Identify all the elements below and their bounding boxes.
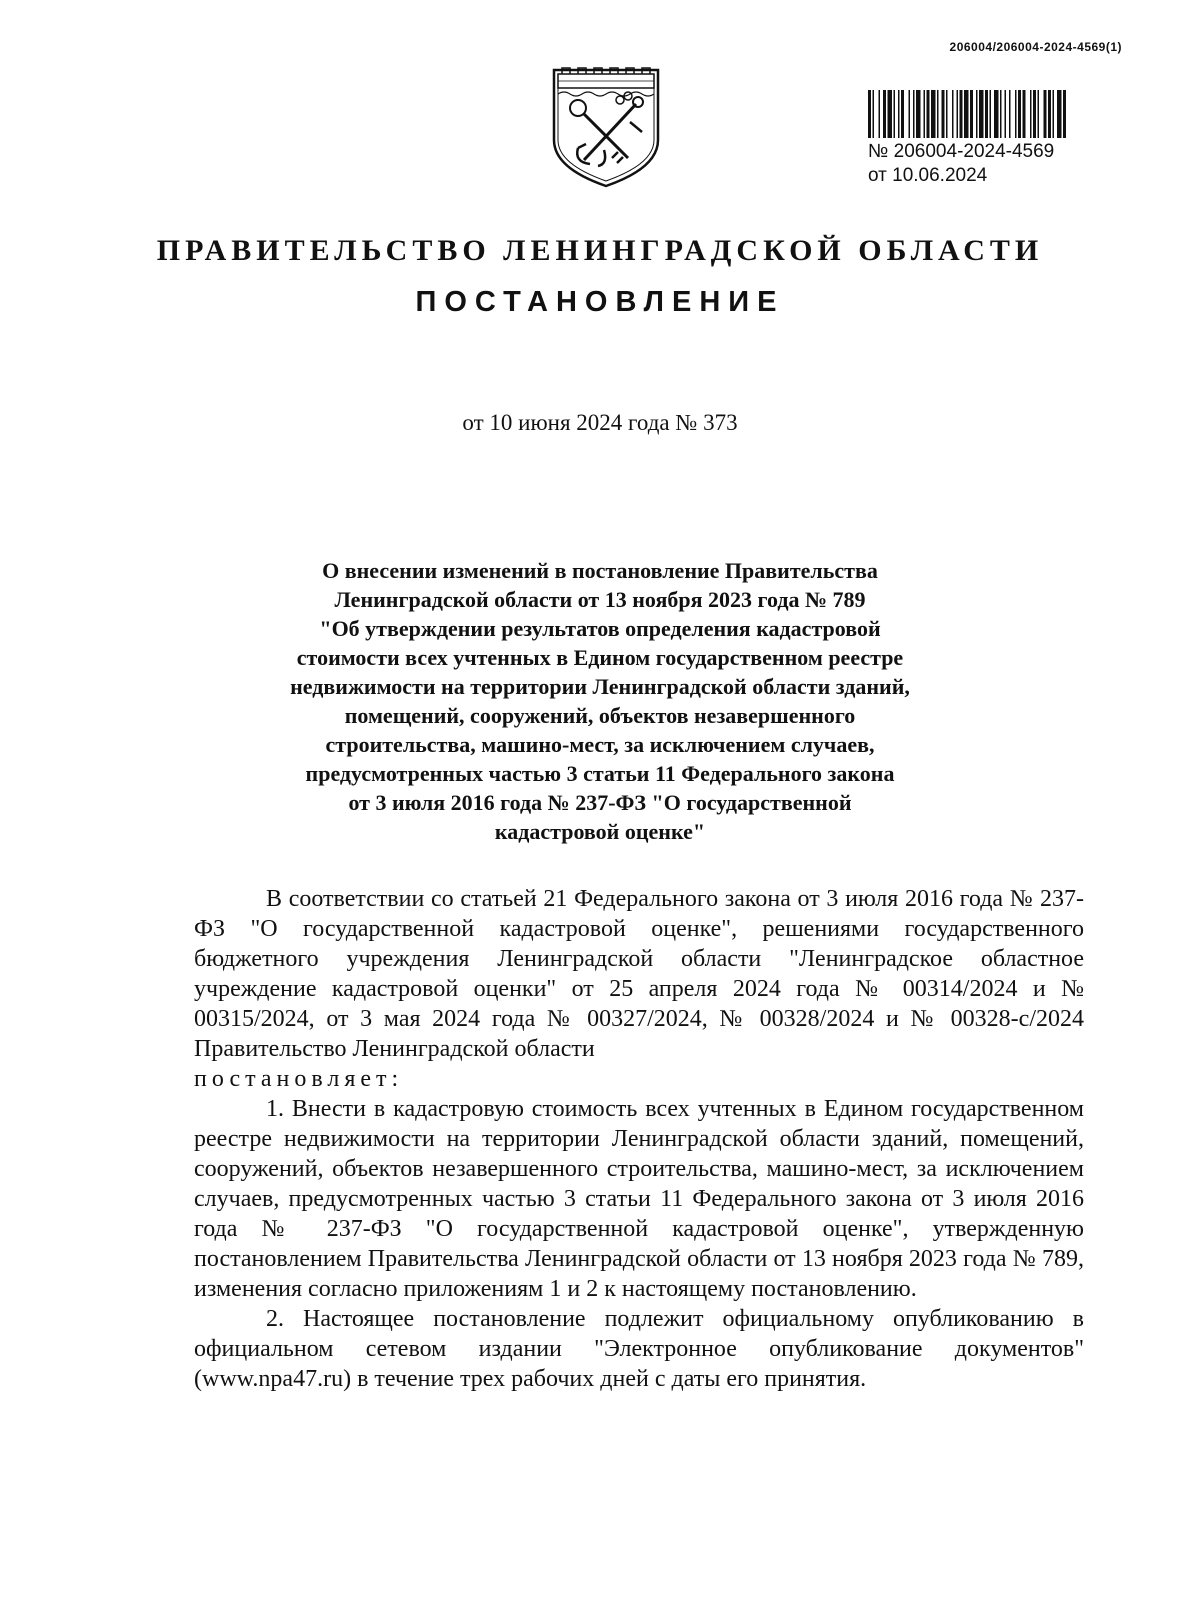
barcode-bar (985, 90, 988, 138)
document-type: ПОСТАНОВЛЕНИЕ (415, 286, 785, 318)
barcode-bar (898, 90, 900, 138)
barcode-bar (924, 90, 926, 138)
barcode-bar (1048, 90, 1051, 138)
barcode-bar (1005, 90, 1007, 138)
subject-line: кадастровой оценке" (494, 819, 706, 844)
barcode-bar (970, 90, 973, 138)
barcode-bar (946, 90, 948, 138)
barcode-bar (937, 90, 939, 138)
document-body (194, 884, 1084, 1394)
subject-line: строительства, машино-мест, за исключением случаев, (325, 732, 875, 757)
barcode-bar (942, 90, 945, 138)
barcode-bar (894, 90, 896, 138)
document-date-number: от 10 июня 2024 года № 373 (462, 410, 738, 435)
barcode-bar (916, 90, 921, 138)
subject-line: помещений, сооружений, объектов незавершенного (344, 703, 856, 728)
barcode-bar (994, 90, 999, 138)
barcode-bar (964, 90, 969, 138)
barcode-bar (927, 90, 930, 138)
barcode-bar (873, 90, 875, 138)
barcode-bar (976, 90, 978, 138)
barcode-bar (960, 90, 963, 138)
subject-line: стоимости всех учтенных в Едином государственном реестре (296, 645, 904, 670)
barcode-bar (1038, 90, 1040, 138)
barcode-bar (1057, 90, 1062, 138)
barcode-bar (913, 90, 915, 138)
barcode-bar (979, 90, 984, 138)
barcode-bar (1009, 90, 1011, 138)
subject-line: недвижимости на территории Ленинградской области зданий, (290, 674, 910, 699)
barcode-bar (1023, 90, 1026, 138)
subject-line: О внесении изменений в постановление Правительства (322, 558, 878, 583)
item-1-paragraph: 1. Внести в кадастровую стоимость всех учтенных в Едином государственном реестре недвижимости на территории Ленинградской области зданий, помещений, сооружений, объектов незавершенного строительства, машино-мест, за исключением случаев, предусмотренных частью 3 статьи 11 Федерального закона от 3 июля 2016 года № 237-ФЗ "О государственной кадастровой оценке", утвержденную постановлением Правительства Ленинградской области от 13 ноября 2023 года № 789, изменения согласно приложениям 1 и 2 к настоящему постановлению. (194, 1096, 1084, 1302)
barcode-bar (883, 90, 886, 138)
barcode-bar (1018, 90, 1021, 138)
registration-date: от 10.06.2024 (868, 165, 988, 186)
barcode-bar (1030, 90, 1032, 138)
preamble-paragraph: В соответствии со статьей 21 Федерального закона от 3 июля 2016 года № 237-ФЗ "О государственной кадастровой оценке", решениями государственного бюджетного учреждения Ленинградской области "Ленинградское областное учреждение кадастровой оценки" от 25 апреля 2024 года № 00314/2024 и № 00315/2024, от 3 мая 2024 года № 00327/2024, № 00328/2024 и № 00328-с/2024 Правительство Ленинградской области (194, 886, 1084, 1062)
barcode-bar (879, 90, 881, 138)
barcode-bar (990, 90, 992, 138)
government-title: ПРАВИТЕЛЬСТВО ЛЕНИНГРАДСКОЙ ОБЛАСТИ (156, 234, 1044, 267)
barcode-bar (1033, 90, 1036, 138)
barcode-bar (957, 90, 959, 138)
subject-line: предусмотренных частью 3 статьи 11 Федерального закона (305, 761, 895, 786)
barcode-bar (1044, 90, 1047, 138)
barcode-bar (1053, 90, 1055, 138)
registration-number: № 206004-2024-4569 (868, 141, 1055, 162)
document-subject (220, 556, 980, 846)
barcode-bar (888, 90, 893, 138)
registration-block (868, 90, 1123, 188)
barcode-icon (868, 90, 1123, 138)
barcode-bar (1015, 90, 1017, 138)
barcode-bar (952, 90, 954, 138)
barcode-bar (868, 90, 871, 138)
subject-line: от 3 июля 2016 года № 237-ФЗ "О государственной (348, 790, 852, 815)
barcode-bar (1000, 90, 1002, 138)
barcode-bar (909, 90, 911, 138)
resolves-word: постановляет: (194, 1066, 404, 1092)
barcode-bar (901, 90, 904, 138)
subject-line: Ленинградской области от 13 ноября 2023 года № 789 (334, 587, 866, 612)
item-2-paragraph: 2. Настоящее постановление подлежит официальному опубликованию в официальном сетевом издании "Электронное опубликование документов" (www.npa47.ru) в течение трех рабочих дней с даты его принятия. (194, 1306, 1084, 1392)
subject-line: "Об утверждении результатов определения кадастровой (319, 616, 881, 641)
barcode-bar (1063, 90, 1066, 138)
document-id: 206004/206004-2024-4569(1) (949, 40, 1122, 54)
barcode-bar (931, 90, 936, 138)
coat-of-arms-icon (548, 56, 664, 190)
